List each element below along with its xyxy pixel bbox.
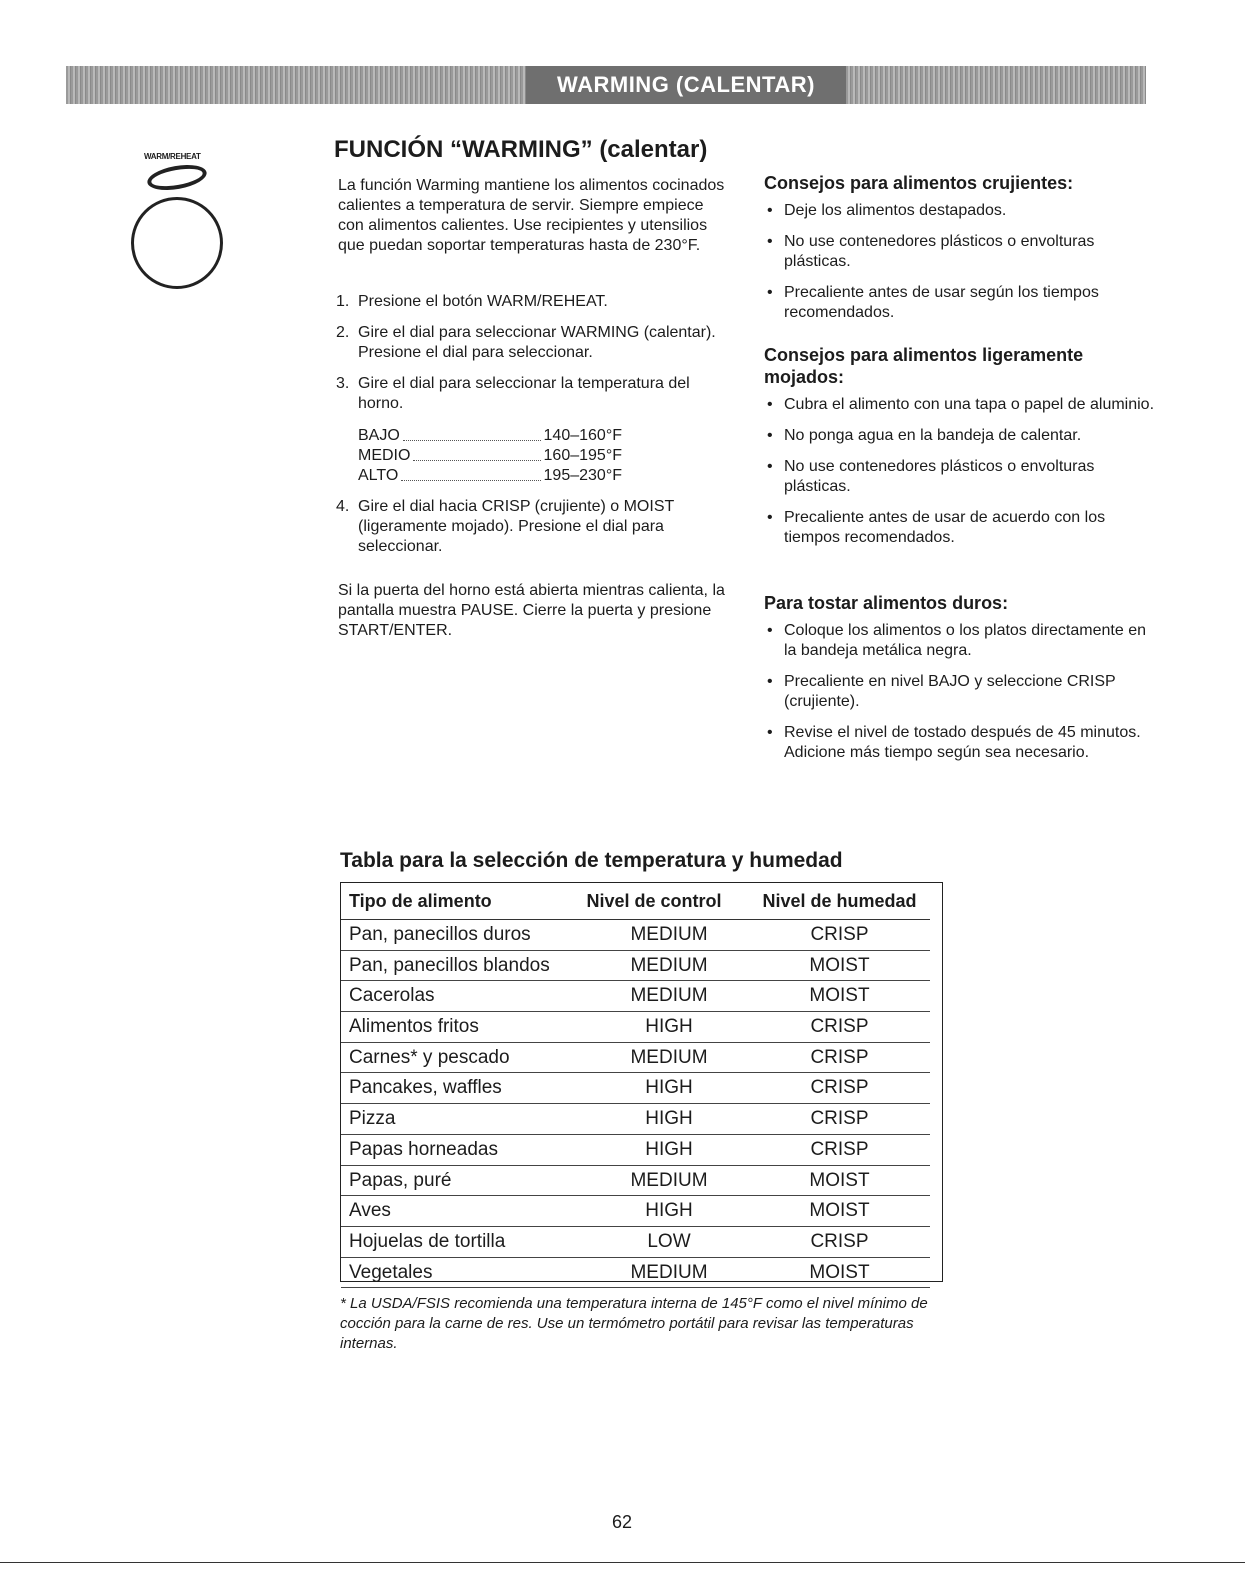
- table-row: [341, 1258, 930, 1289]
- crisp-tips-title: Consejos para alimentos crujientes:: [764, 173, 1074, 193]
- dot-leader: [401, 466, 540, 481]
- food-type-cell: Carnes* y pescado: [349, 1046, 510, 1068]
- page-number: 62: [611, 1512, 633, 1532]
- dry-tips-title: Para tostar alimentos duros:: [764, 593, 1009, 613]
- step-number: 2.: [336, 324, 350, 341]
- function-title: FUNCIÓN “WARMING” (calentar): [334, 136, 708, 163]
- tip-item: • No use contenedores plásticos o envolturas plásticas.: [764, 232, 1159, 272]
- control-level-cell: HIGH: [645, 1138, 693, 1160]
- table-row: [341, 1104, 930, 1135]
- humidity-level-cell: MOIST: [809, 985, 870, 1007]
- temperature-humidity-table: [340, 882, 943, 1282]
- step-number: 1.: [336, 293, 350, 310]
- temperature-row: [358, 426, 622, 446]
- control-level-cell: MEDIUM: [630, 1169, 708, 1191]
- temperature-row: [358, 446, 622, 466]
- humidity-level-cell: CRISP: [810, 1016, 869, 1038]
- dial-knob-icon: [131, 197, 223, 289]
- function-intro: La función Warming mantiene los alimentos cocinados calientes a temperatura de servir. Siempre empiece con alimentos calientes. Use recipientes y utensilios que puedan soportar temperaturas hasta de 230°F.: [338, 177, 725, 254]
- dot-leader: [413, 446, 540, 461]
- table-row: [341, 981, 930, 1012]
- step-item: [336, 292, 726, 312]
- control-level-cell: MEDIUM: [630, 985, 708, 1007]
- dry-tips-section: [764, 592, 1159, 774]
- food-type-cell: Pancakes, waffles: [349, 1077, 502, 1099]
- step-text: Gire el dial para seleccionar WARMING (calentar). Presione el dial para seleccionar.: [358, 324, 716, 361]
- bottom-rule: [0, 1562, 1245, 1563]
- humidity-level-cell: MOIST: [809, 1261, 870, 1283]
- tip-item: • Precaliente en nivel BAJO y seleccione CRISP (crujiente).: [764, 672, 1159, 712]
- warm-reheat-button-icon: [145, 161, 208, 194]
- table-footnote: * La USDA/FSIS recomienda una temperatura interna de 145°F como el nivel mínimo de cocción para la carne de res. Use un termómetro portátil para revisar las temperaturas internas.: [340, 1295, 928, 1352]
- humidity-level-cell: CRISP: [810, 924, 869, 945]
- control-level-cell: HIGH: [645, 1200, 693, 1222]
- table-row: [341, 1227, 930, 1258]
- table-row: [341, 1166, 930, 1197]
- step-item: [336, 497, 726, 557]
- table-row: [341, 1135, 930, 1166]
- column-header: Nivel de control: [586, 891, 722, 911]
- tip-item: • Deje los alimentos destapados.: [764, 201, 1159, 221]
- tip-item: • No use contenedores plásticos o envolturas plásticas.: [764, 457, 1159, 497]
- tip-item: • Precaliente antes de usar de acuerdo con los tiempos recomendados.: [764, 508, 1159, 548]
- humidity-level-cell: CRISP: [810, 1108, 869, 1130]
- tip-item: • Coloque los alimentos o los platos directamente en la bandeja metálica negra.: [764, 621, 1159, 661]
- temperature-row: [358, 466, 622, 486]
- column-header: Nivel de humedad: [762, 891, 917, 911]
- tip-item: • Revise el nivel de tostado después de 45 minutos. Adicione más tiempo según sea necesario.: [764, 723, 1159, 763]
- step-number: 4.: [336, 498, 350, 515]
- temperature-range: 140–160°F: [543, 427, 622, 444]
- step-text: Gire el dial hacia CRISP (crujiente) o MOIST (ligeramente mojado). Presione el dial para seleccionar.: [358, 498, 674, 555]
- food-type-cell: Hojuelas de tortilla: [349, 1230, 506, 1252]
- humidity-level-cell: MOIST: [809, 954, 870, 976]
- table-header-row: [341, 883, 930, 920]
- control-level-cell: MEDIUM: [630, 924, 708, 945]
- temperature-range: 160–195°F: [543, 447, 622, 464]
- banner-title: WARMING (CALENTAR): [526, 66, 846, 104]
- humidity-level-cell: MOIST: [809, 1169, 870, 1191]
- temperature-list: [358, 426, 726, 486]
- steps-list: [336, 292, 726, 568]
- dot-leader: [403, 426, 541, 441]
- temperature-name: ALTO: [358, 467, 399, 484]
- tip-item: • No ponga agua en la bandeja de calentar.: [764, 426, 1159, 446]
- control-level-cell: HIGH: [645, 1016, 693, 1038]
- control-level-cell: MEDIUM: [630, 954, 708, 976]
- pause-note: Si la puerta del horno está abierta mientras calienta, la pantalla muestra PAUSE. Cierre la puerta y presione START/ENTER.: [338, 582, 725, 639]
- table-row: [341, 920, 930, 951]
- humidity-level-cell: MOIST: [809, 1200, 870, 1222]
- food-type-cell: Papas horneadas: [349, 1138, 498, 1160]
- section-banner: [66, 66, 1146, 104]
- control-level-cell: HIGH: [645, 1077, 693, 1099]
- humidity-level-cell: CRISP: [810, 1230, 869, 1252]
- control-level-cell: HIGH: [645, 1108, 693, 1130]
- table-row: [341, 951, 930, 982]
- crisp-tips-section: [764, 172, 1159, 334]
- table-row: [341, 1196, 930, 1227]
- control-level-cell: MEDIUM: [630, 1261, 708, 1283]
- step-number: 3.: [336, 375, 350, 392]
- step-text: Gire el dial para seleccionar la temperatura del horno.: [358, 375, 690, 412]
- column-header: Tipo de alimento: [349, 891, 492, 911]
- tip-item: • Cubra el alimento con una tapa o papel de aluminio.: [764, 395, 1159, 415]
- temperature-name: MEDIO: [358, 447, 411, 464]
- warm-reheat-button-label: WARM/REHEAT: [144, 152, 201, 161]
- step-text: Presione el botón WARM/REHEAT.: [358, 293, 608, 310]
- food-type-cell: Papas, puré: [349, 1169, 452, 1191]
- step-item: [336, 323, 726, 363]
- moist-tips-title: Consejos para alimentos ligeramente mojados:: [764, 345, 1084, 387]
- table-row: [341, 1012, 930, 1043]
- food-type-cell: Cacerolas: [349, 985, 435, 1007]
- moist-tips-section: [764, 344, 1159, 559]
- table-title: Tabla para la selección de temperatura y humedad: [340, 849, 843, 872]
- food-type-cell: Pan, panecillos blandos: [349, 954, 550, 976]
- control-level-cell: MEDIUM: [630, 1046, 708, 1068]
- table-row: [341, 1043, 930, 1074]
- temperature-range: 195–230°F: [543, 467, 622, 484]
- table-row: [341, 1073, 930, 1104]
- tip-item: • Precaliente antes de usar según los tiempos recomendados.: [764, 283, 1159, 323]
- humidity-level-cell: CRISP: [810, 1138, 869, 1160]
- food-type-cell: Pizza: [349, 1108, 396, 1130]
- control-level-cell: LOW: [647, 1230, 691, 1252]
- food-type-cell: Aves: [349, 1200, 391, 1222]
- food-type-cell: Alimentos fritos: [349, 1016, 479, 1038]
- food-type-cell: Pan, panecillos duros: [349, 924, 531, 945]
- food-type-cell: Vegetales: [349, 1261, 433, 1283]
- step-item: [336, 374, 726, 486]
- temperature-name: BAJO: [358, 427, 400, 444]
- humidity-level-cell: CRISP: [810, 1077, 869, 1099]
- humidity-level-cell: CRISP: [810, 1046, 869, 1068]
